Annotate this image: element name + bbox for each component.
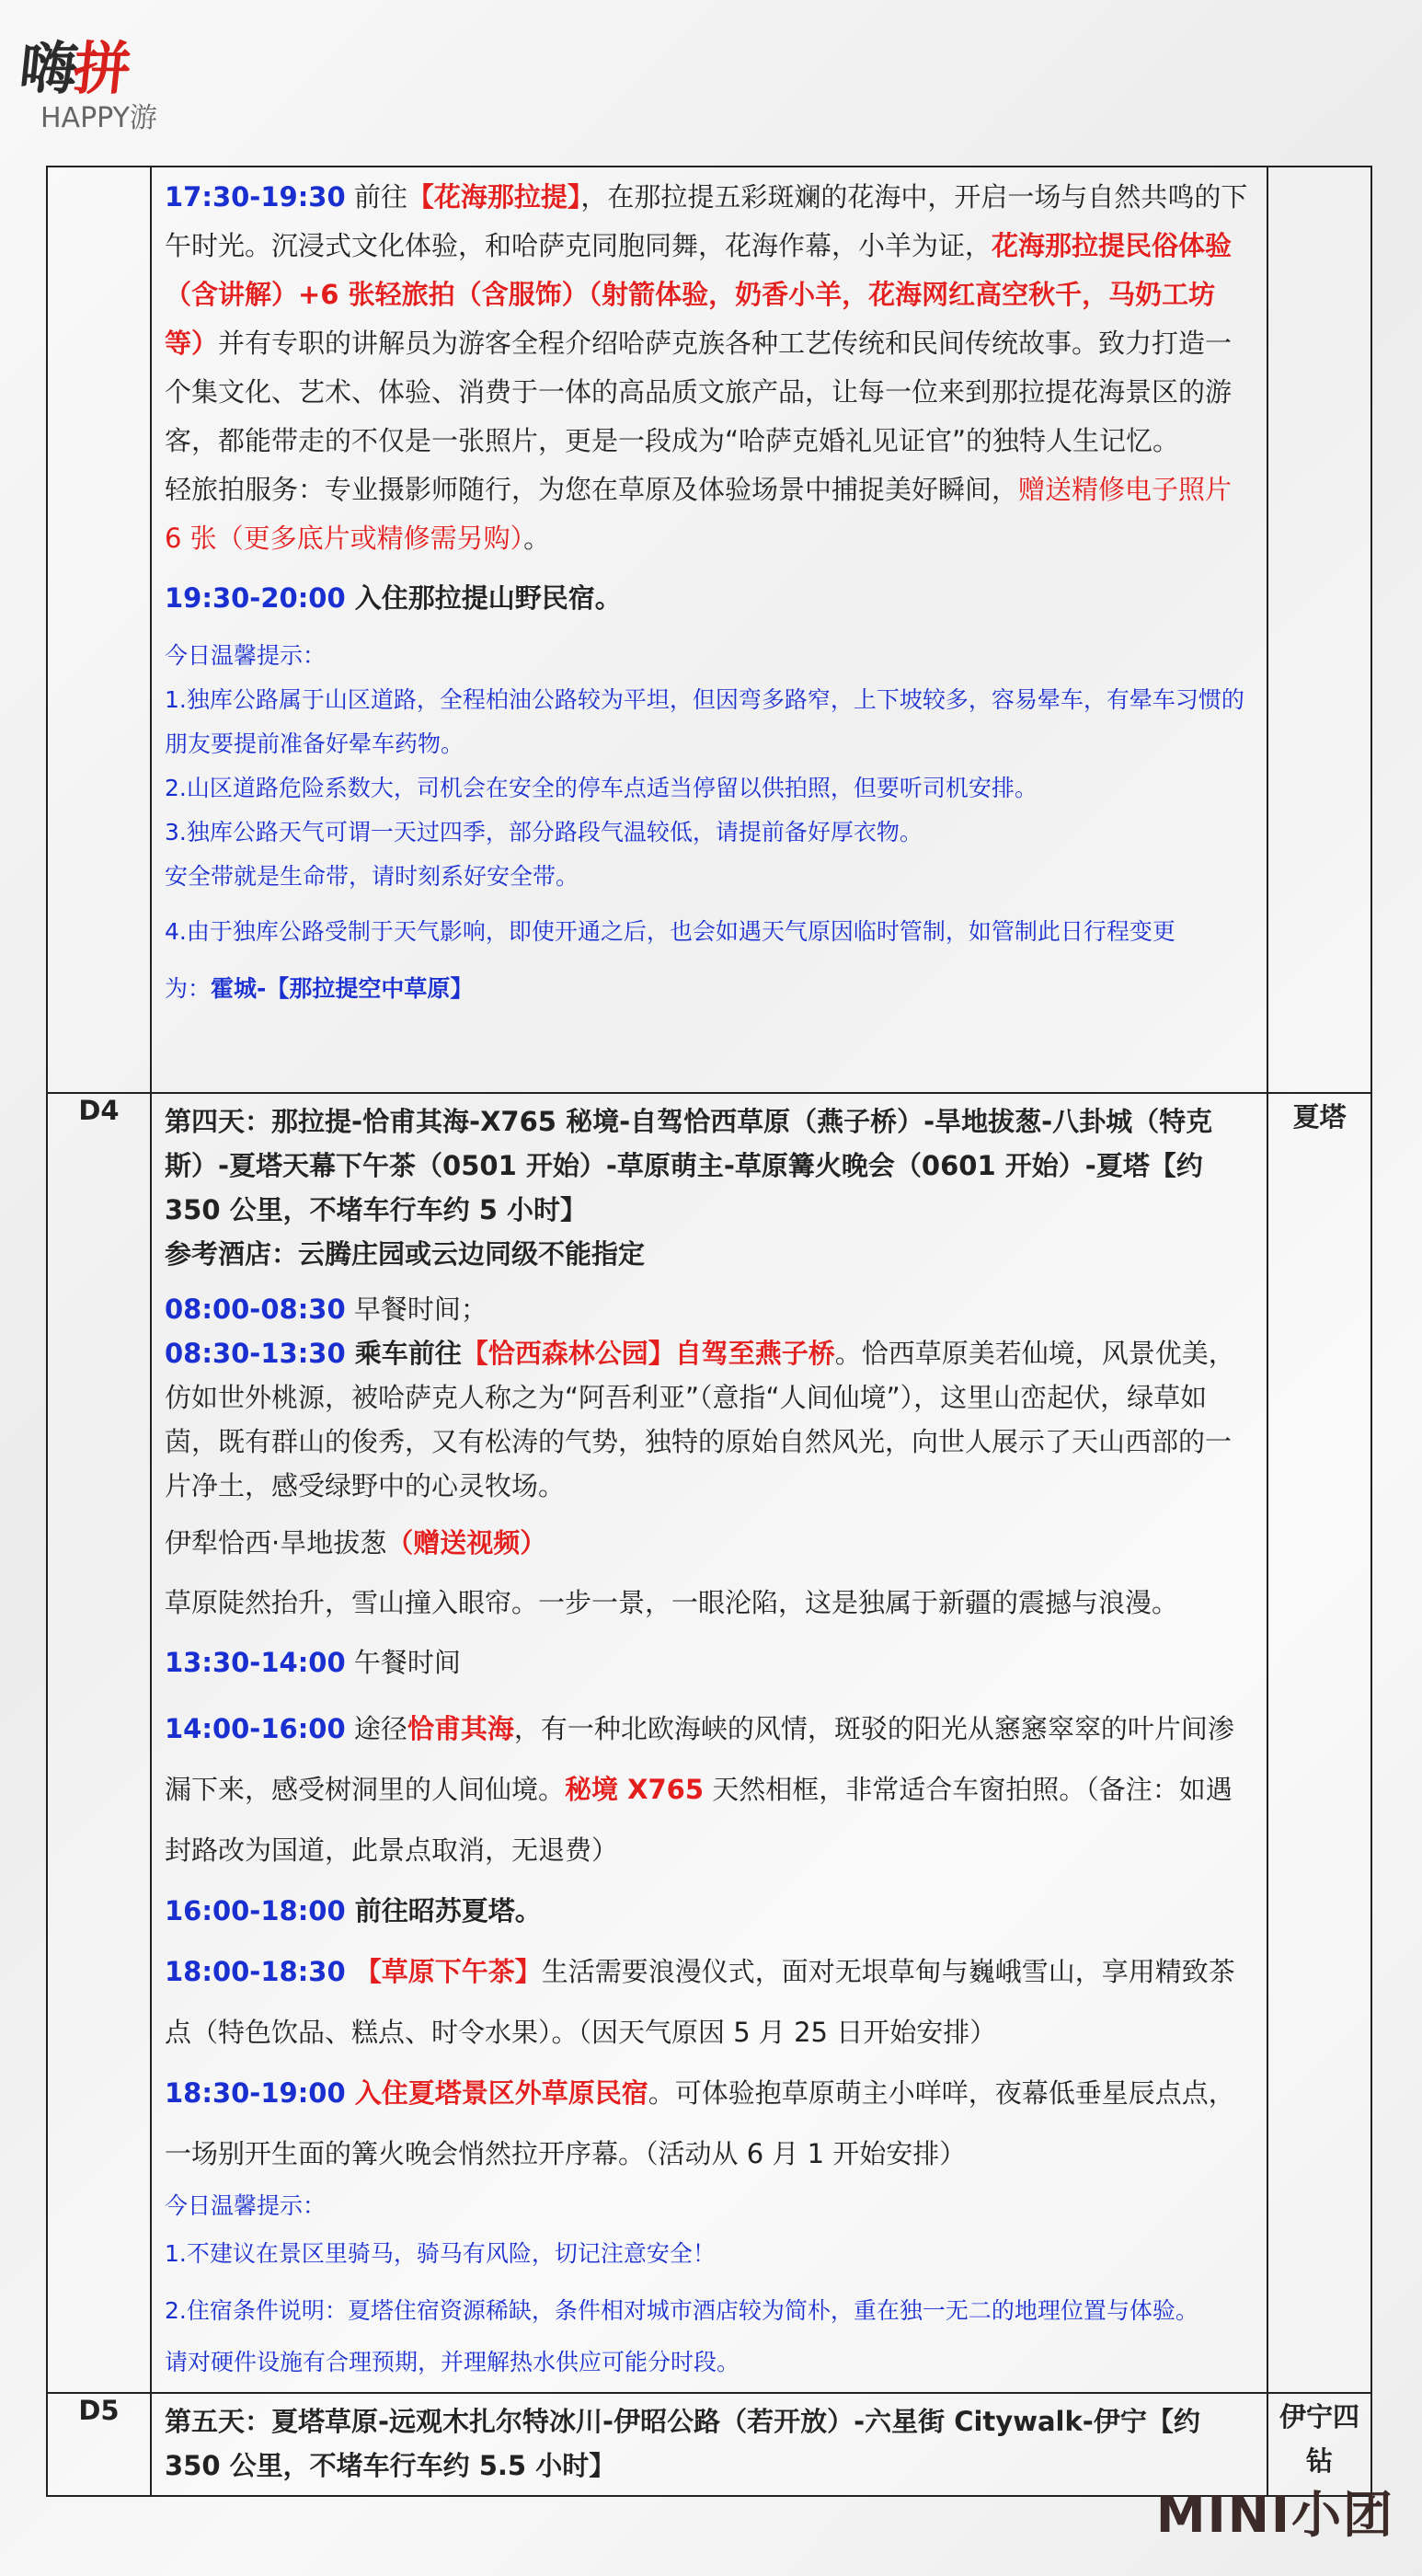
day-cell (47, 167, 151, 1093)
logo (17, 35, 186, 138)
schedule-item: 16:00-18:00 前往昭苏夏塔。 (165, 1895, 542, 1926)
itinerary-row-d5 (47, 2393, 1371, 2496)
hotel-cell (1267, 167, 1371, 1093)
itinerary-table (46, 166, 1372, 2497)
day-cell: D4 (47, 1093, 151, 2393)
day-header: 第五天：夏塔草原-远观木扎尔特冰川-伊昭公路（若开放）-六星街 Citywalk-伊宁【约 350 公里，不堵车行车约 5.5 小时】 (165, 2406, 1200, 2481)
schedule-item: 13:30-14:00 午餐时间 (165, 1647, 461, 1678)
itinerary-row-d4 (47, 1093, 1371, 2393)
content-cell (151, 167, 1267, 1093)
schedule-item: 伊犁恰西·旱地拔葱（赠送视频） (165, 1527, 547, 1558)
schedule-item: 18:30-19:00 入住夏塔景区外草原民宿。可体验抱草原萌主小咩咩，夜幕低垂星辰点点，一场别开生面的篝火晚会悄然拉开序幕。（活动从 6 月 1 开始安排） (165, 2077, 1235, 2169)
hotel-cell: 夏塔 (1267, 1093, 1371, 2393)
schedule-item: 08:30-13:30 乘车前往【恰西森林公园】自驾至燕子桥。恰西草原美若仙境，风景优美，仿如世外桃源，被哈萨克人称之为“阿吾利亚”（意指“人间仙境”），这里山峦起伏，绿草如茵，既有群山的俊秀，又有松涛的气势，独特的原始自然风光，向世人展示了天山西部的一片净土，感受绿野中的心灵牧场。 (165, 1338, 1235, 1501)
tips-heading: 今日温馨提示： (165, 2192, 327, 2219)
logo-bottom: MINI小团 (1155, 2486, 1394, 2544)
day-cell: D5 (47, 2393, 151, 2496)
schedule-item: 18:00-18:30 【草原下午茶】生活需要浪漫仪式，面对无垠草甸与巍峨雪山，享用精致茶点（特色饮品、糕点、时令水果）。（因天气原因 5 月 25 日开始安排） (165, 1956, 1235, 2048)
logo-sub: HAPPY游 (40, 102, 157, 134)
tips-heading: 今日温馨提示： (165, 642, 327, 669)
tip-item: 1.独库公路属于山区道路，全程柏油公路较为平坦，但因弯多路窄，上下坡较多，容易晕车，有晕车习惯的朋友要提前准备好晕车药物。 (165, 686, 1244, 757)
logo-main: 嗨拼 (17, 35, 131, 102)
tip-item: 请对硬件设施有合理预期，并理解热水供应可能分时段。 (165, 2349, 740, 2375)
schedule-item: 17:30-19:30 前往【花海那拉提】，在那拉提五彩斑斓的花海中，开启一场与自然共鸣的下午时光。沉浸式文化体验，和哈萨克同胞同舞，花海作幕，小羊为证，花海那拉提民俗体验（含讲解）+6 张轻旅拍（含服饰）（射箭体验，奶香小羊，花海网红高空秋千，马奶工坊等）并有专职的讲解员为游客全程介绍哈萨克族各种工艺传统和民间传统故事。致力打造一个集文化、艺术、体验、消费于一体的高品质文旅产品，让每一位来到那拉提花海景区的游客，都能带走的不仅是一张照片，更是一段成为“哈萨克婚礼见证官”的独特人生记忆。 (165, 181, 1248, 456)
tip-item: 2.住宿条件说明：夏塔住宿资源稀缺，条件相对城市酒店较为简朴，重在独一无二的地理位置与体验。 (165, 2297, 1198, 2324)
tip-item: 1.不建议在景区里骑马，骑马有风险，切记注意安全！ (165, 2240, 716, 2267)
content-cell (151, 1093, 1267, 2393)
day-header: 第四天：那拉提-恰甫其海-X765 秘境-自驾恰西草原（燕子桥）-旱地拔葱-八卦城（特克斯）-夏塔天幕下午茶（0501 开始）-草原萌主-草原篝火晚会（0601 开始）-夏塔【约 350 公里，不堵车行车约 5 小时】 (165, 1106, 1213, 1225)
tip-item: 安全带就是生命带，请时刻系好安全带。 (165, 863, 579, 890)
hotel-cell: 伊宁四钻 (1267, 2393, 1371, 2496)
schedule-item: 草原陡然抬升，雪山撞入眼帘。一步一景，一眼沦陷，这是独属于新疆的震撼与浪漫。 (165, 1587, 1179, 1618)
tip-item: 4.由于独库公路受制于天气影响，即使开通之后，也会如遇天气原因临时管制，如管制此日行程变更 (165, 918, 1175, 945)
photo-service-note: 轻旅拍服务：专业摄影师随行，为您在草原及体验场景中捕捉美好瞬间，赠送精修电子照片 6 张（更多底片或精修需另购）。 (165, 474, 1233, 554)
itinerary-row-d3-cont (47, 167, 1371, 1093)
tip-item: 2.山区道路危险系数大，司机会在安全的停车点适当停留以供拍照，但要听司机安排。 (165, 775, 1038, 801)
schedule-item: 19:30-20:00 入住那拉提山野民宿。 (165, 582, 622, 614)
schedule-item: 08:00-08:30 早餐时间； (165, 1294, 487, 1325)
tip-item: 为：霍城-【那拉提空中草原】 (165, 975, 474, 1002)
hotel-reference: 参考酒店：云腾庄园或云边同级不能指定 (165, 1238, 646, 1270)
schedule-item: 14:00-16:00 途径恰甫其海，有一种北欧海峡的风情，斑驳的阳光从窸窸窣窣的叶片间渗漏下来，感受树洞里的人间仙境。秘境 X765 天然相框，非常适合车窗拍照。（备注：如遇封路改为国道，此景点取消，无退费） (165, 1713, 1234, 1866)
tip-item: 3.独库公路天气可谓一天过四季，部分路段气温较低，请提前备好厚衣物。 (165, 819, 923, 845)
content-cell (151, 2393, 1267, 2496)
